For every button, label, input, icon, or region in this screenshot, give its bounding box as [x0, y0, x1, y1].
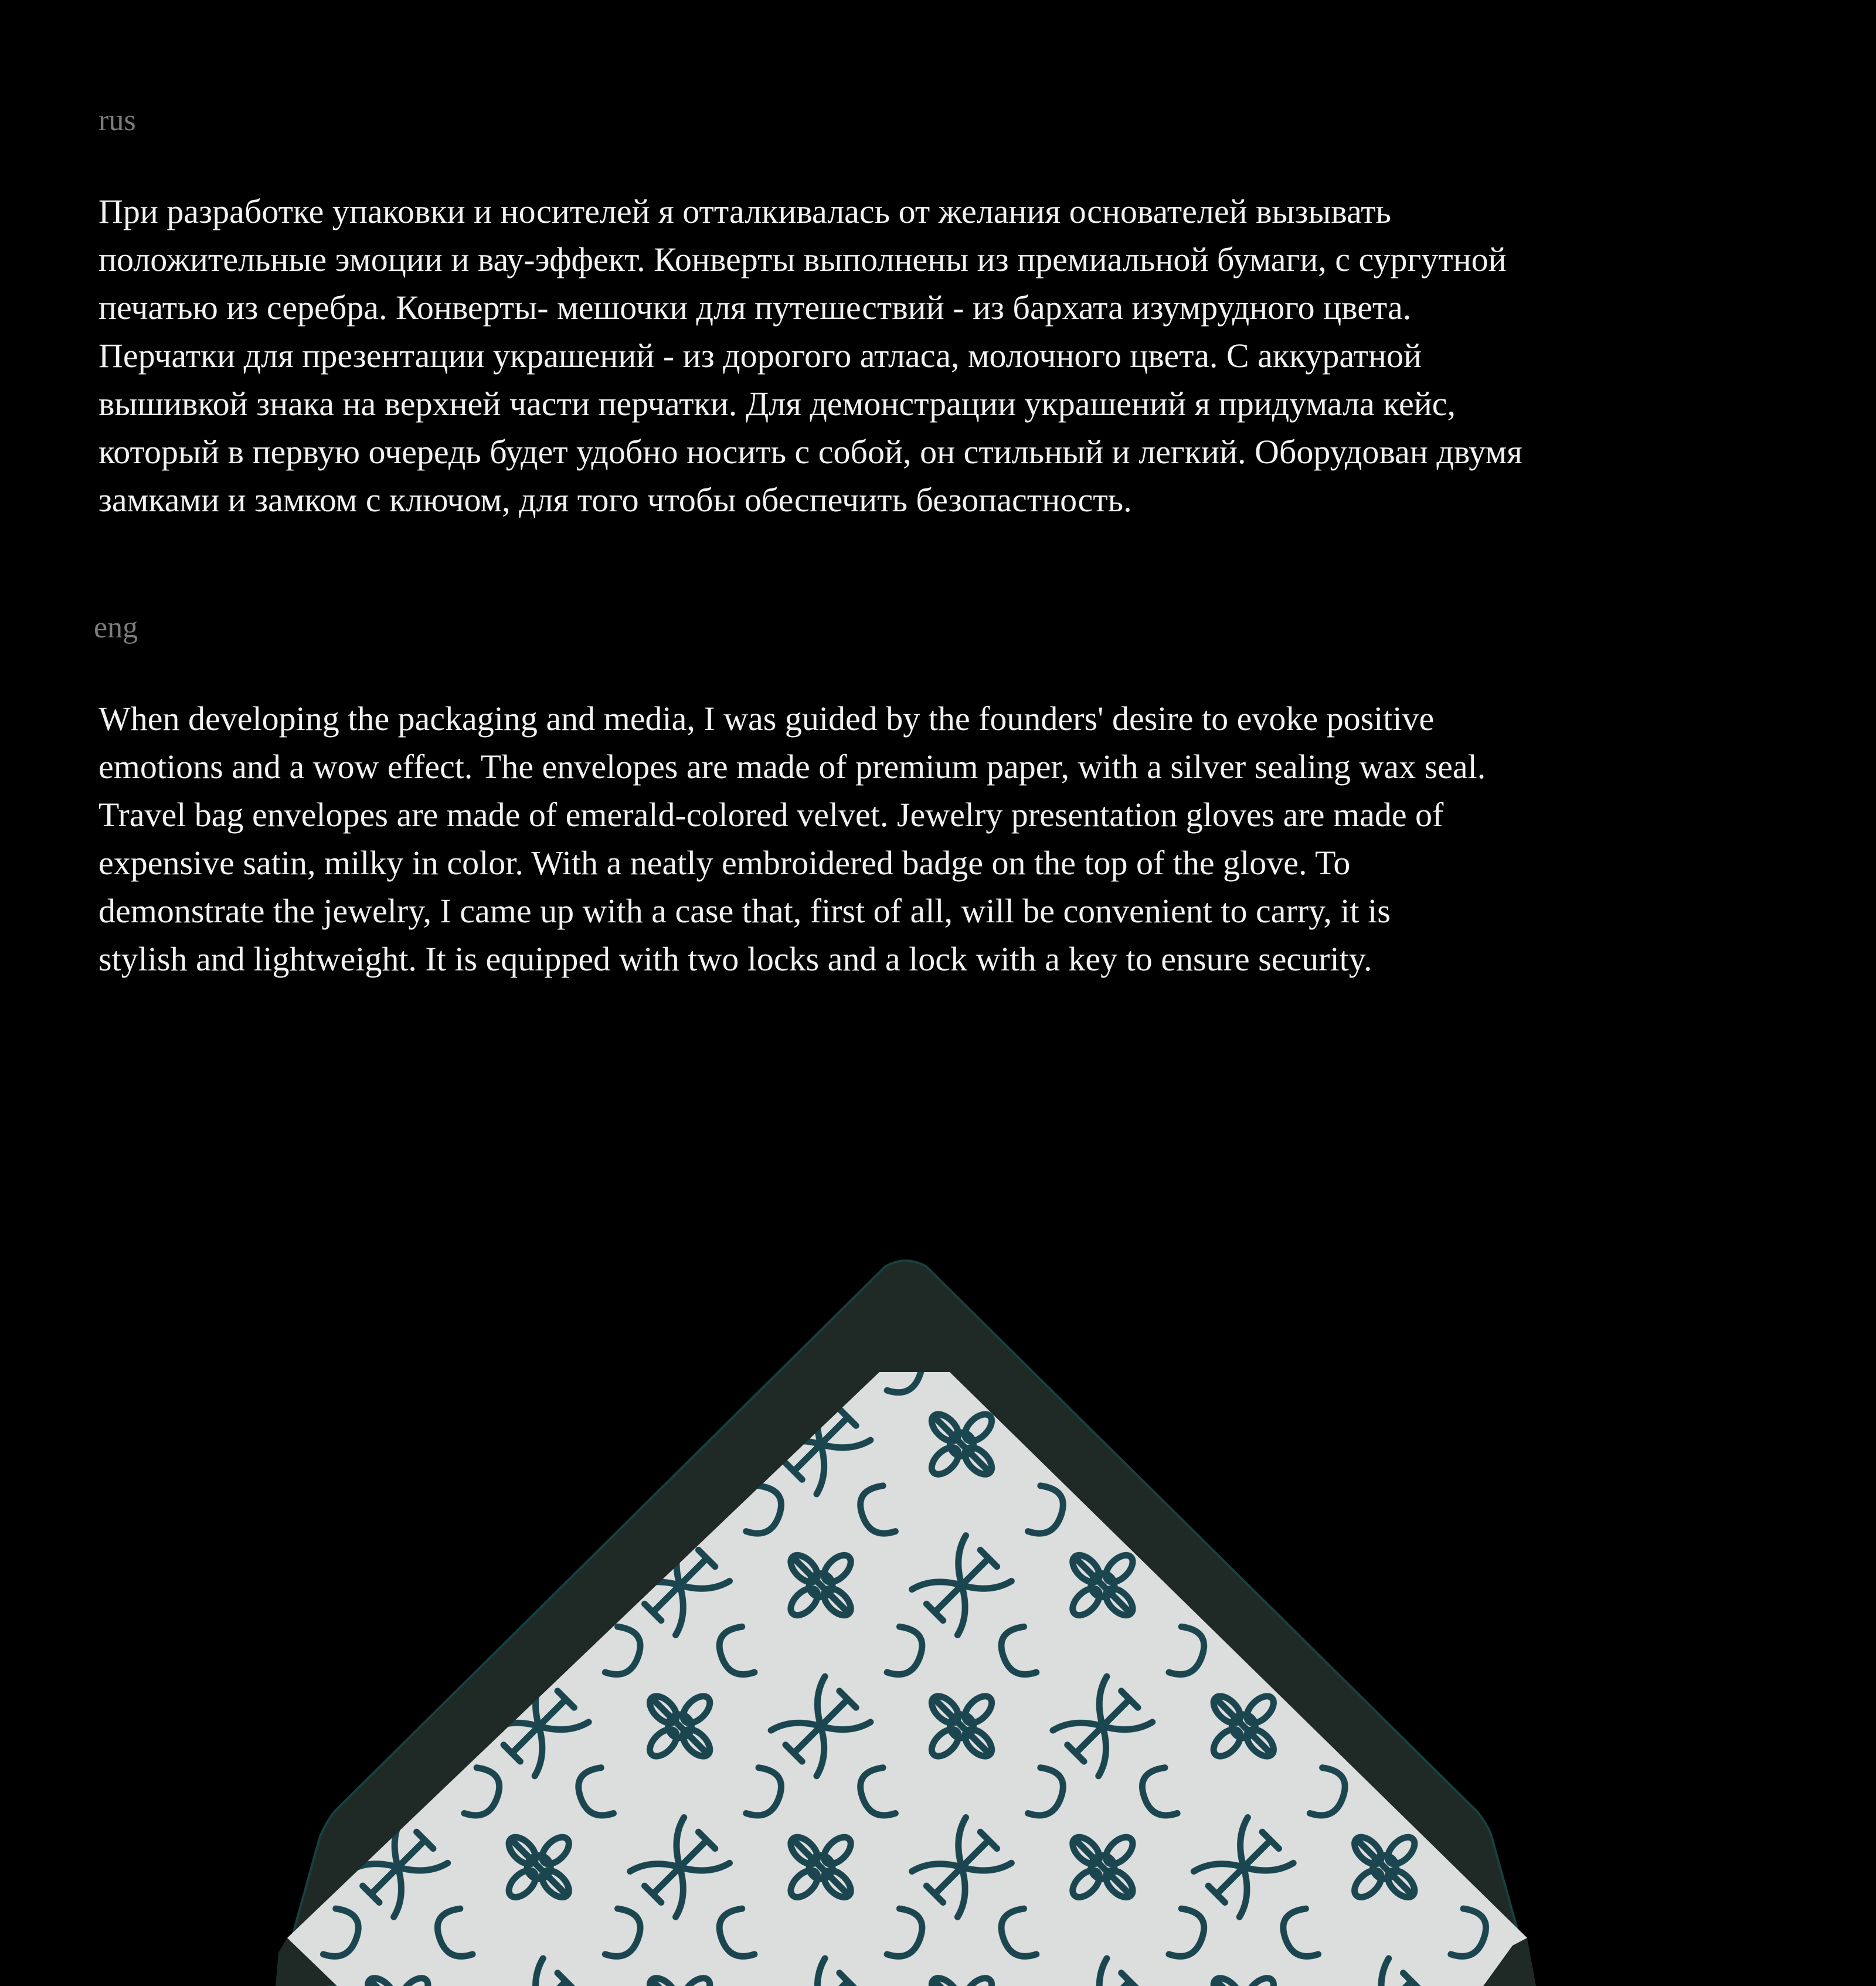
text-line: stylish and lightweight. It is equipped with two locks and a lock with a key to ensure security. [98, 940, 1372, 978]
text-line: demonstrate the jewelry, I came up with a case that, first of all, will be convenient to carry, it is [98, 892, 1391, 930]
envelope-image [0, 1231, 1876, 1986]
text-line: печатью из серебра. Конверты- мешочки для путешествий - из бархата изумрудного цвета. [98, 288, 1412, 327]
description-russian [98, 188, 1763, 524]
description-english [98, 695, 1763, 983]
text-line: замками и замком с ключом, для того чтобы обеспечить безопастность. [98, 481, 1132, 519]
text-line: При разработке упаковки и носителей я отталкивалась от желания основателей вызывать [98, 192, 1391, 230]
text-line: expensive satin, milky in color. With a neatly embroidered badge on the top of the glove. To [98, 844, 1351, 882]
language-label-rus: rus [98, 104, 136, 137]
language-label-eng: eng [94, 611, 138, 644]
text-line: Travel bag envelopes are made of emerald-colored velvet. Jewelry presentation gloves are made of [98, 796, 1444, 834]
text-line: When developing the packaging and media, I was guided by the founders' desire to evoke positive [98, 700, 1435, 738]
text-line: положительные эмоции и вау-эффект. Конверты выполнены из премиальной бумаги, с сургутной [98, 240, 1507, 279]
text-line: который в первую очередь будет удобно носить с собой, он стильный и легкий. Оборудован двумя [98, 433, 1522, 471]
text-line: Перчатки для презентации украшений - из дорогого атласа, молочного цвета. С аккуратной [98, 337, 1422, 375]
text-line: emotions and a wow effect. The envelopes are made of premium paper, with a silver sealing wax seal. [98, 748, 1486, 786]
text-line: вышивкой знака на верхней части перчатки. Для демонстрации украшений я придумала кейс, [98, 385, 1456, 423]
